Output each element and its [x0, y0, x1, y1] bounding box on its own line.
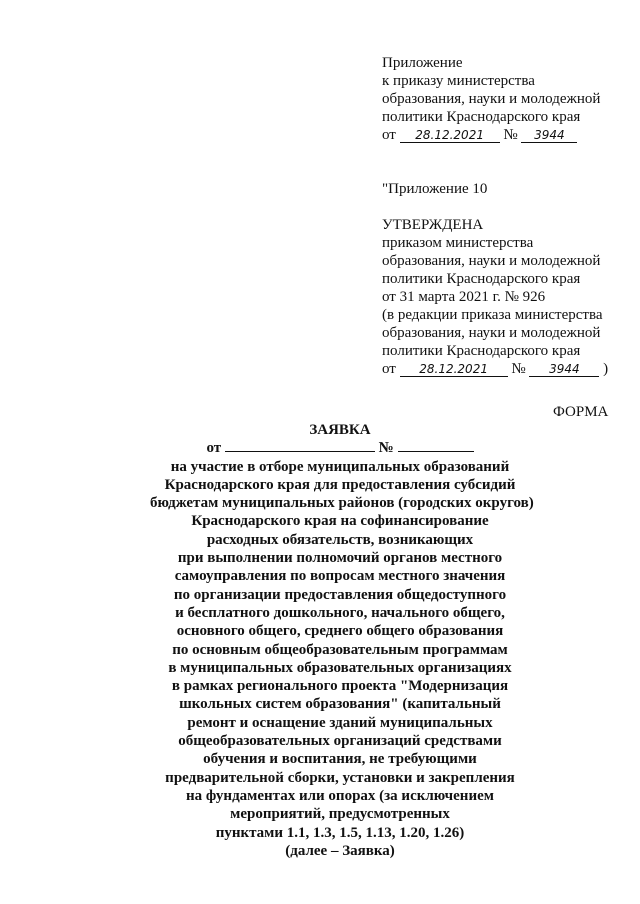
request-description-line: пунктами 1.1, 1.3, 1.5, 1.13, 1.20, 1.26)	[215, 824, 465, 841]
number-blank	[398, 439, 474, 452]
approved-line: приказом министерства	[382, 235, 534, 251]
approved-line: образования, науки и молодежной	[382, 253, 601, 269]
request-description-line: ремонт и оснащение зданий муниципальных	[187, 714, 493, 731]
request-description-line: по организации предоставления общедоступного	[173, 586, 507, 603]
close-paren: )	[603, 361, 609, 377]
request-title-block	[150, 421, 534, 860]
number-label: №	[378, 440, 394, 457]
handwritten-date: 28.12.2021	[400, 128, 500, 143]
approved-line: от 31 марта 2021 г. № 926	[382, 289, 546, 305]
appendix-line: образования, науки и молодежной	[382, 91, 601, 107]
request-description	[150, 458, 534, 861]
request-description-line: расходных обязательств, возникающих	[206, 531, 474, 548]
appendix-line: Приложение	[382, 55, 463, 71]
request-description-line: Краснодарского края на софинансирование	[191, 513, 489, 530]
appendix-10-label: "Приложение 10	[382, 181, 488, 197]
appendix-line: политики Краснодарского края	[382, 109, 581, 125]
request-description-line: на участие в отборе муниципальных образований	[170, 458, 510, 475]
appendix-line: к приказу министерства	[382, 73, 535, 89]
number-label: №	[503, 127, 518, 143]
request-title: ЗАЯВКА	[309, 422, 371, 438]
number-label: №	[511, 361, 526, 377]
date-blank	[225, 439, 375, 452]
approved-line: (в редакции приказа министерства	[382, 307, 603, 323]
request-description-line: мероприятий, предусмотренных	[230, 806, 450, 823]
request-description-line: на фундаментах или опорах (за исключением	[186, 787, 494, 804]
handwritten-number: 3944	[521, 128, 577, 143]
request-description-line: школьных систем образования" (капитальный	[179, 696, 501, 713]
approved-heading: УТВЕРЖДЕНА	[382, 217, 484, 233]
request-description-line: (далее – Заявка)	[285, 842, 395, 859]
request-description-line: основного общего, среднего общего образования	[176, 623, 504, 640]
request-description-line: общеобразовательных организаций средствами	[178, 733, 502, 750]
request-description-line: самоуправления по вопросам местного значения	[174, 568, 506, 585]
form-label: ФОРМА	[553, 404, 609, 420]
request-description-line: и бесплатного дошкольного, начального общего,	[175, 604, 505, 621]
from-label: от	[382, 127, 396, 143]
request-description-line: в муниципальных образовательных организациях	[168, 659, 512, 676]
approved-block	[382, 180, 608, 378]
request-description-line: при выполнении полномочий органов местного	[177, 550, 503, 567]
request-description-line: Краснодарского края для предоставления субсидий	[164, 476, 516, 493]
approved-line: образования, науки и молодежной	[382, 325, 601, 341]
request-date-line	[150, 439, 530, 457]
approved-line: политики Краснодарского края	[382, 343, 581, 359]
request-description-line: предварительной сборки, установки и закрепления	[165, 769, 515, 786]
request-description-line: по основным общеобразовательным программам	[172, 641, 508, 658]
handwritten-number: 3944	[529, 362, 599, 377]
appendix-block	[382, 54, 600, 144]
approved-line: политики Краснодарского края	[382, 271, 581, 287]
handwritten-date: 28.12.2021	[400, 362, 508, 377]
from-label: от	[382, 361, 396, 377]
request-description-line: обучения и воспитания, не требующими	[203, 751, 477, 768]
approved-date-line	[382, 360, 608, 378]
appendix-date-line	[382, 126, 600, 144]
from-label: от	[206, 440, 222, 457]
request-description-line: бюджетам муниципальных районов (городских округов)	[150, 495, 534, 512]
request-description-line: в рамках регионального проекта "Модернизация	[171, 678, 509, 695]
